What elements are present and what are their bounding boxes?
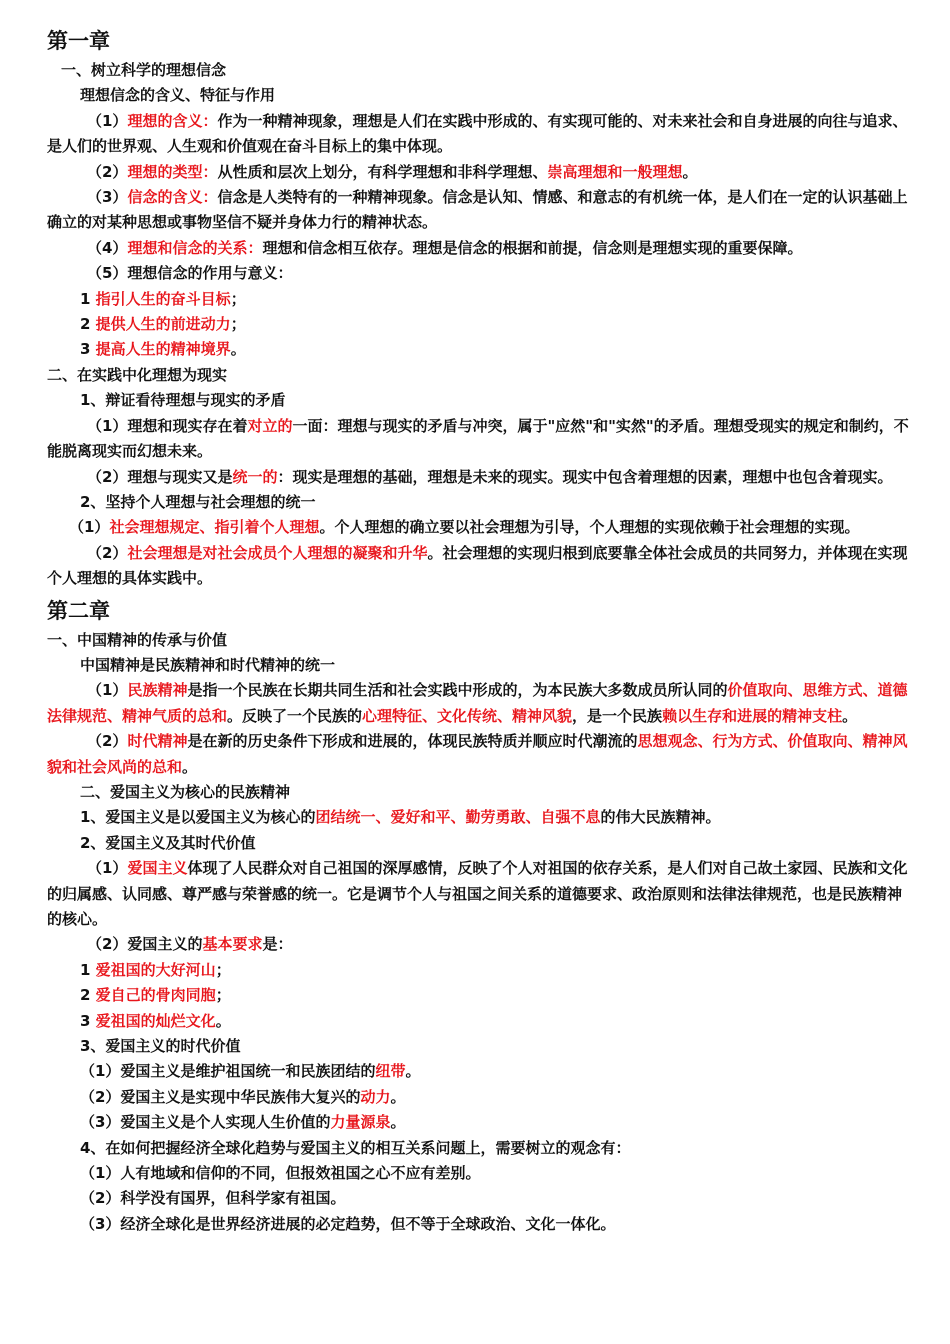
section-1-heading: 一、中国精神的传承与价值 <box>47 630 228 649</box>
list-item: （3）经济全球化是世界经济进展的必定趋势，但不等于全球政治、文化一体化。 <box>80 1214 616 1233</box>
list-item: （1）爱国主义是维护祖国统一和民族团结的纽带。 <box>80 1062 421 1081</box>
paragraph-ideal-belief-relation: （4）理想和信念的关系：理想和信念相互依存。理想是信念的根据和前提，信念则是理想实现的重要保障。 <box>87 238 803 257</box>
paragraph-patriotism: （1）爱国主义体现了人民群众对自己祖国的深厚感情，反映了个人对祖国的依存关系，是人们对自己故土家园、民族和文化的归属感、认同感、尊严感与荣誉感的统一。它是调节个人与祖国之间关系的道德要求、政治原则和法律法律规范，也是民族精神的核心。 <box>47 859 908 928</box>
subsection-2-3-heading: 3、爱国主义的时代价值 <box>80 1037 241 1056</box>
section-1-subheading: 中国精神是民族精神和时代精神的统一 <box>80 655 336 674</box>
paragraph-national-spirit: （1）民族精神是指一个民族在长期共同生活和社会实践中形成的，为本民族大多数成员所认同的价值取向、思维方式、道德法律规范、精神气质的总和。反映了一个民族的心理特征、文化传统、精神风貌，是一个民族赖以生存和进展的精神支柱。 <box>47 681 908 725</box>
section-2-heading: 二、在实践中化理想为现实 <box>47 365 228 384</box>
list-item: 1 指引人生的奋斗目标； <box>80 289 246 308</box>
subsection-2-1-heading: 1、爱国主义是以爱国主义为核心的团结统一、爱好和平、勤劳勇敢、自强不息的伟大民族精神。 <box>80 808 721 827</box>
subsection-2-2-heading: 2、爱国主义及其时代价值 <box>80 833 256 852</box>
section-1-subheading: 理想信念的含义、特征与作用 <box>80 86 276 105</box>
list-item: 2 提供人生的前进动力； <box>80 315 246 334</box>
paragraph-ideal-types: （2）理想的类型：从性质和层次上划分，有科学理想和非科学理想、崇高理想和一般理想。 <box>87 162 698 181</box>
subsection-2-2-heading: 2、坚持个人理想与社会理想的统一 <box>80 492 316 511</box>
paragraph-unity: （2）理想与现实又是统一的：现实是理想的基础，理想是未来的现实。现实中包含着理想的因素，理想中也包含着现实。 <box>87 467 893 486</box>
list-item: 2 爱自己的骨肉同胞； <box>80 986 231 1005</box>
paragraph-social-ideal-guides: （1）社会理想规定、指引着个人理想。个人理想的确立要以社会理想为引导，个人理想的实现依赖于社会理想的实现。 <box>69 518 860 537</box>
section-1-heading: 一、树立科学的理想信念 <box>61 61 227 79</box>
list-item: 3 爱祖国的灿烂文化。 <box>80 1011 231 1030</box>
paragraph-belief-meaning: （3）信念的含义：信念是人类特有的一种精神现象。信念是认知、情感、和意志的有机统一体，是人们在一定的认识基础上确立的对某种思想或事物坚信不疑并身体力行的精神状态。 <box>47 188 908 232</box>
paragraph-opposition: （1）理想和现实存在着对立的一面：理想与现实的矛盾与冲突，属于"应然"和"实然"的矛盾。理想受现实的规定和制约，不能脱离现实而幻想未来。 <box>47 416 909 461</box>
paragraph-basic-requirements: （2）爱国主义的基本要求是： <box>87 935 293 954</box>
paragraph-ideal-meaning: （1）理想的含义：作为一种精神现象，理想是人们在实践中形成的、有实现可能的、对未来社会和自身进展的向往与追求、是人们的世界观、人生观和价值观在奋斗目标上的集中体现。 <box>47 111 908 156</box>
list-item: （3）爱国主义是个人实现人生价值的力量源泉。 <box>80 1113 406 1132</box>
paragraph-role-heading: （5）理想信念的作用与意义： <box>87 264 293 283</box>
list-item: （2）科学没有国界，但科学家有祖国。 <box>80 1189 346 1208</box>
chapter-1-title: 第一章 <box>47 29 110 53</box>
list-item: （1）人有地域和信仰的不同，但报效祖国之心不应有差别。 <box>80 1164 481 1183</box>
list-item: 1 爱祖国的大好河山； <box>80 960 231 979</box>
section-2-heading: 二、爱国主义为核心的民族精神 <box>80 782 291 801</box>
paragraph-social-ideal-condense: （2）社会理想是对社会成员个人理想的凝聚和升华。社会理想的实现归根到底要靠全体社会成员的共同努力，并体现在实现个人理想的具体实践中。 <box>47 543 908 588</box>
list-item: （2）爱国主义是实现中华民族伟大复兴的动力。 <box>80 1087 406 1106</box>
list-item: 3 提高人生的精神境界。 <box>80 340 246 359</box>
subsection-2-1-heading: 1、辩证看待理想与现实的矛盾 <box>80 391 286 410</box>
subsection-2-4-heading: 4、在如何把握经济全球化趋势与爱国主义的相互关系问题上，需要树立的观念有： <box>80 1138 631 1157</box>
paragraph-era-spirit: （2）时代精神是在新的历史条件下形成和进展的，体现民族特质并顺应时代潮流的思想观念、行为方式、价值取向、精神风貌和社会风尚的总和。 <box>47 732 908 776</box>
chapter-2-title: 第二章 <box>47 598 110 623</box>
